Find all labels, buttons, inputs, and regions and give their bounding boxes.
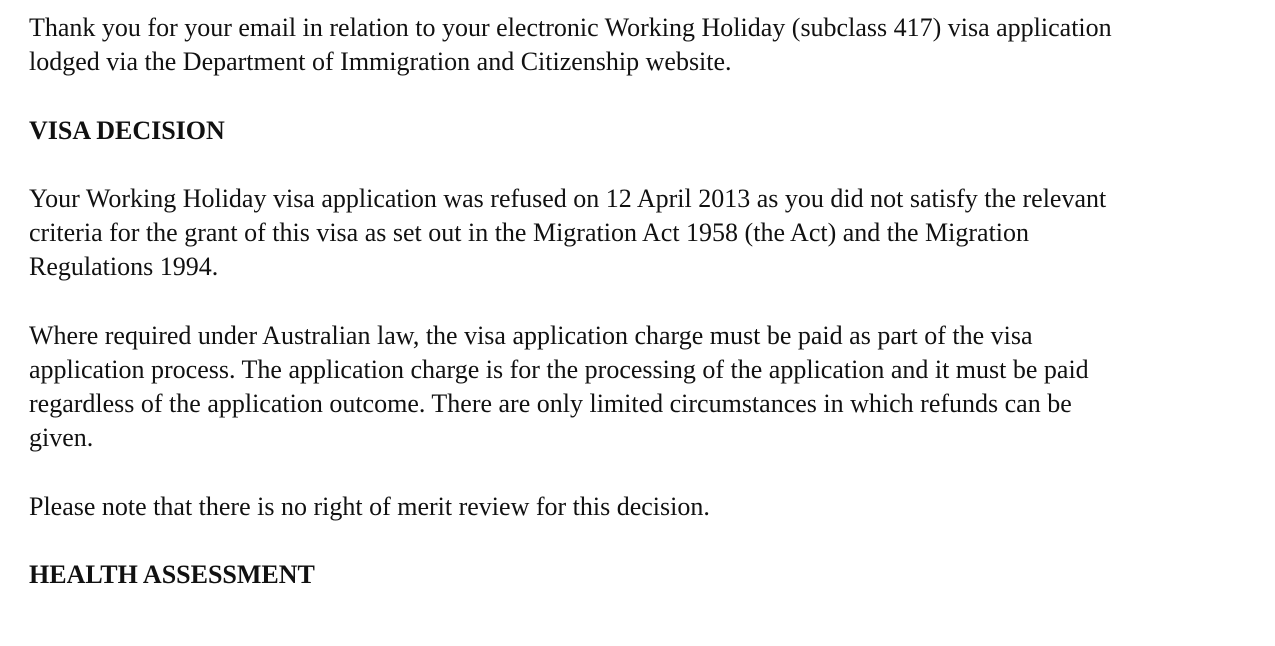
charge-paragraph: Where required under Australian law, the visa application charge must be paid as part of the visa application process. The application charge is for the processing of the application and it must be paid regardless of the application outcome. There are only limited circumstances in which refunds can be given. — [29, 320, 1089, 453]
visa-decision-heading: VISA DECISION — [29, 115, 225, 145]
paragraph-spacer — [29, 148, 1129, 182]
email-body — [29, 11, 1129, 592]
review-note: Please note that there is no right of merit review for this decision. — [29, 491, 710, 521]
paragraph-spacer — [29, 456, 1129, 490]
paragraph-spacer — [29, 524, 1129, 558]
intro-paragraph: Thank you for your email in relation to your electronic Working Holiday (subclass 417) visa application lodged via the Department of Immigration and Citizenship website. — [29, 13, 1112, 77]
paragraph-spacer — [29, 285, 1129, 319]
paragraph-spacer — [29, 79, 1129, 113]
health-assessment-heading: HEALTH ASSESSMENT — [29, 560, 315, 590]
refusal-paragraph: Your Working Holiday visa application was refused on 12 April 2013 as you did not satisfy the relevant criteria for the grant of this visa as set out in the Migration Act 1958 (the Act) and the Migration Regulations 1994. — [29, 183, 1107, 282]
